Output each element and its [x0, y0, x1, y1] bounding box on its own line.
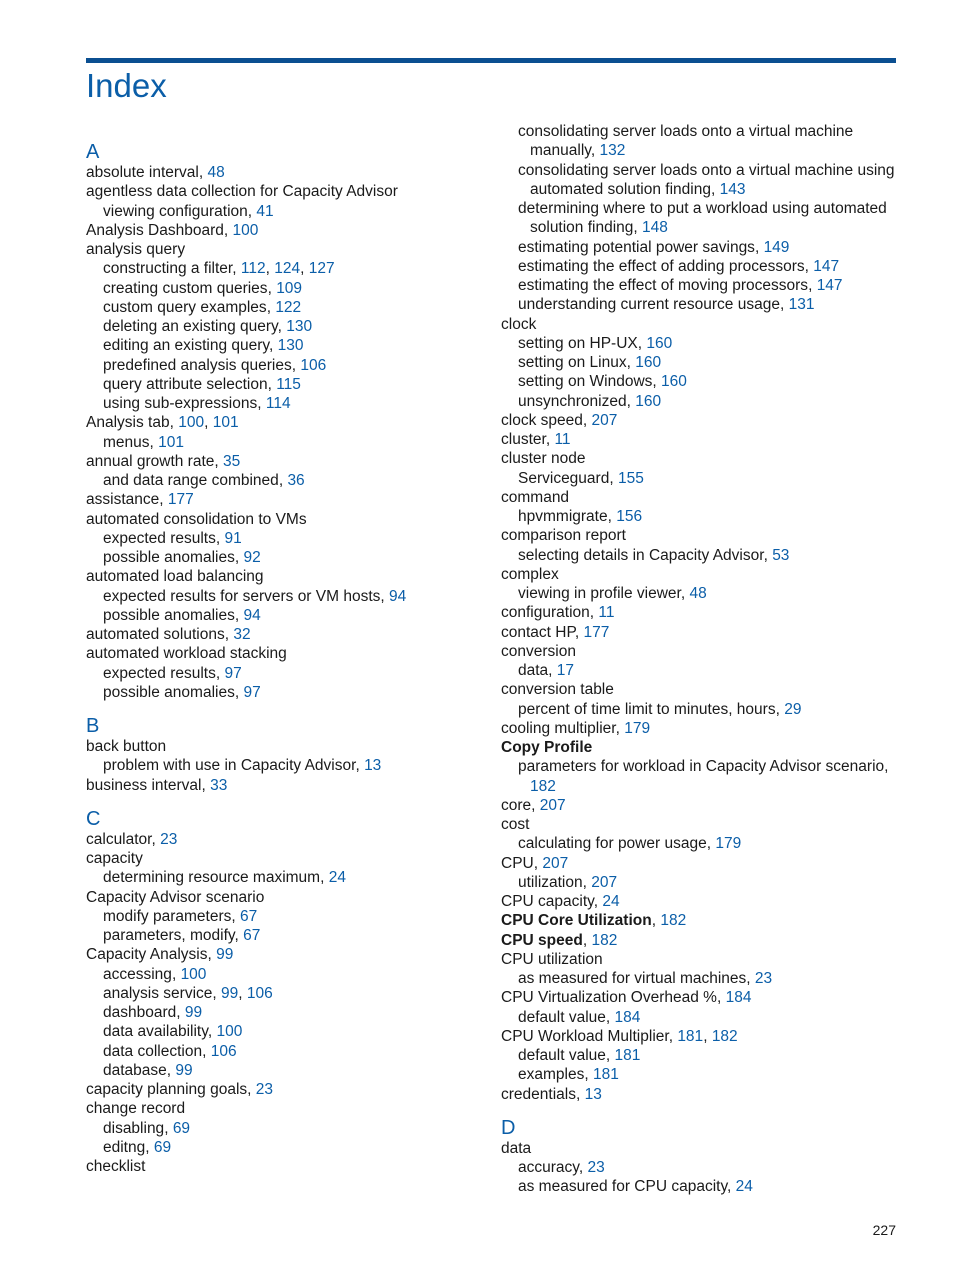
- index-term: understanding current resource usage: [518, 296, 780, 314]
- page-link[interactable]: 13: [364, 757, 382, 775]
- index-term: calculating for power usage: [518, 835, 707, 853]
- index-term: cooling multiplier: [501, 719, 616, 737]
- index-entry: core, 207: [501, 796, 566, 814]
- page-link[interactable]: 99: [175, 1061, 193, 1079]
- index-entry: [501, 642, 901, 661]
- index-term: clock: [501, 315, 537, 333]
- page-link[interactable]: 181: [677, 1027, 704, 1045]
- index-term: editng: [103, 1138, 146, 1156]
- index-term: CPU capacity: [501, 893, 594, 910]
- page-link[interactable]: 109: [276, 279, 303, 297]
- page-link[interactable]: 23: [754, 970, 773, 987]
- page-link[interactable]: 23: [255, 1081, 274, 1098]
- index-term: manually: [530, 142, 591, 160]
- index-subentry: modify parameters, 67: [103, 907, 258, 925]
- index-term: estimating the effect of moving processors: [518, 277, 809, 294]
- page-link[interactable]: 69: [153, 1138, 172, 1156]
- index-entry: contact HP, 177: [501, 623, 610, 641]
- index-entry: [86, 737, 486, 756]
- page-link[interactable]: 182: [591, 931, 618, 949]
- index-entry: credentials, 13: [501, 1085, 602, 1103]
- page-link[interactable]: 53: [772, 546, 790, 564]
- page-link[interactable]: 207: [542, 854, 569, 872]
- index-term: business interval: [86, 776, 202, 794]
- index-subentry: constructing a filter, 112, 124, 127: [103, 260, 335, 278]
- index-subentry: hpvmmigrate, 156: [518, 508, 643, 525]
- index-term: automated consolidation to VMs: [86, 510, 307, 528]
- index-entry: cluster, 11: [501, 431, 571, 448]
- index-subentry: and data range combined, 36: [103, 472, 305, 489]
- index-entry: absolute interval, 48: [86, 164, 225, 181]
- page-link[interactable]: 67: [239, 907, 258, 925]
- index-term: Analysis Dashboard: [86, 221, 224, 239]
- index-letter-heading: C: [86, 807, 101, 830]
- index-term: disabling: [103, 1119, 165, 1137]
- index-term: command: [501, 488, 570, 506]
- page-link[interactable]: 184: [725, 989, 752, 1007]
- index-entry: calculator, 23: [86, 830, 178, 848]
- index-term: expected results: [103, 529, 216, 547]
- page-link[interactable]: 177: [583, 623, 610, 641]
- index-term: clock speed: [501, 411, 583, 429]
- index-term: data availability: [103, 1023, 208, 1041]
- index-term: predefined analysis queries: [103, 356, 292, 374]
- index-subentry: creating custom queries, 109: [103, 279, 303, 297]
- index-term: assistance: [86, 491, 160, 509]
- index-subentry: editing an existing query, 130: [103, 337, 304, 355]
- index-subentry: accessing, 100: [103, 965, 207, 983]
- index-term: unsynchronized: [518, 392, 627, 410]
- index-entry: [501, 815, 901, 834]
- page-link[interactable]: 29: [784, 700, 802, 718]
- index-subentry: estimating the effect of moving processors, 147: [518, 277, 843, 294]
- index-term: percent of time limit to minutes, hours: [518, 700, 776, 718]
- index-entry: [86, 240, 486, 259]
- index-subentry: selecting details in Capacity Advisor, 53: [518, 546, 790, 564]
- index-term: selecting details in Capacity Advisor: [518, 546, 764, 564]
- page-link[interactable]: 23: [587, 1159, 605, 1176]
- index-subentry: setting on Linux, 160: [518, 354, 662, 371]
- index-subentry: unsynchronized, 160: [518, 392, 662, 410]
- index-term: determining resource maximum: [103, 869, 321, 887]
- index-term: viewing in profile viewer: [518, 585, 681, 602]
- index-term: consolidating server loads onto a virtual machine: [518, 123, 854, 140]
- index-entry: Analysis Dashboard, 100: [86, 221, 259, 239]
- index-term: constructing a filter: [103, 260, 233, 278]
- index-subentry: [501, 122, 901, 141]
- index-term: change record: [86, 1100, 186, 1118]
- index-subentry: estimating potential power savings, 149: [518, 238, 790, 256]
- index-term: automated solution finding: [530, 180, 711, 198]
- page-link[interactable]: 130: [286, 318, 313, 335]
- index-subentry: data, 17: [518, 662, 575, 679]
- index-term: estimating potential power savings: [518, 238, 755, 256]
- page-link[interactable]: 11: [554, 431, 571, 448]
- page-link[interactable]: 207: [539, 796, 566, 814]
- index-term: examples: [518, 1066, 585, 1084]
- index-subentry: custom query examples, 122: [103, 298, 302, 316]
- index-entry: [86, 567, 486, 586]
- page-link[interactable]: 41: [256, 202, 274, 220]
- index-term: data: [501, 1139, 532, 1157]
- page-link[interactable]: 182: [530, 777, 556, 795]
- page-link[interactable]: 48: [689, 585, 707, 602]
- index-term: dashboard: [103, 1004, 177, 1021]
- index-term: expected results for servers or VM hosts: [103, 587, 381, 605]
- page-link[interactable]: 24: [602, 893, 620, 910]
- index-term: agentless data collection for Capacity Advisor: [86, 183, 398, 201]
- index-entry: CPU speed, 182: [501, 931, 618, 949]
- page-link[interactable]: 114: [265, 395, 291, 412]
- index-term: conversion table: [501, 681, 614, 699]
- page-link[interactable]: 177: [167, 491, 194, 509]
- index-entry: CPU capacity, 24: [501, 893, 620, 910]
- index-term: Serviceguard: [518, 469, 610, 487]
- index-term: setting on HP-UX: [518, 334, 638, 352]
- index-entry: [86, 1157, 486, 1176]
- index-subentry: predefined analysis queries, 106: [103, 356, 327, 374]
- index-term: setting on Windows: [518, 373, 653, 391]
- page-link[interactable]: 97: [243, 683, 261, 701]
- index-subentry: setting on Windows, 160: [518, 373, 687, 391]
- page-link[interactable]: 207: [591, 873, 618, 891]
- index-entry: clock speed, 207: [501, 411, 618, 429]
- index-term: automated load balancing: [86, 568, 264, 586]
- index-term: problem with use in Capacity Advisor: [103, 757, 356, 775]
- index-term: CPU Workload Multiplier: [501, 1027, 669, 1045]
- index-term: and data range combined: [103, 472, 279, 489]
- index-term: checklist: [86, 1158, 146, 1175]
- index-subentry: accuracy, 23: [518, 1159, 605, 1176]
- index-subentry: dashboard, 99: [103, 1004, 203, 1021]
- index-term: modify parameters: [103, 907, 232, 925]
- index-term: estimating the effect of adding processors: [518, 257, 805, 275]
- index-term: default value: [518, 1047, 606, 1064]
- index-term: conversion: [501, 642, 576, 660]
- page-link[interactable]: 127: [308, 260, 335, 278]
- index-entry: [501, 488, 901, 507]
- page-link[interactable]: 100: [216, 1023, 243, 1041]
- index-subentry: query attribute selection, 115: [103, 375, 301, 393]
- index-entry: CPU Virtualization Overhead %, 184: [501, 989, 752, 1007]
- index-term: cluster node: [501, 450, 586, 468]
- index-subentry: parameters for workload in Capacity Advisor scenario,: [518, 758, 889, 776]
- page-link[interactable]: 182: [660, 912, 687, 930]
- page-link[interactable]: 207: [591, 411, 618, 429]
- index-subentry: expected results for servers or VM hosts, 94: [103, 587, 407, 605]
- index-term: determining where to put a workload using automated: [518, 200, 887, 217]
- index-term: Capacity Advisor scenario: [86, 888, 265, 906]
- page-link[interactable]: 91: [224, 529, 242, 547]
- index-term: configuration: [501, 604, 590, 622]
- index-entry: [501, 738, 901, 757]
- index-subentry: possible anomalies, 97: [103, 683, 261, 701]
- index-entry-continuation: [501, 777, 901, 796]
- page-link[interactable]: 160: [635, 392, 662, 410]
- page-link[interactable]: 147: [816, 277, 843, 294]
- index-subentry: default value, 184: [518, 1008, 641, 1026]
- index-term: setting on Linux: [518, 354, 627, 371]
- index-term: capacity planning goals: [86, 1081, 248, 1098]
- index-term: consolidating server loads onto a virtual machine using: [518, 161, 895, 179]
- index-entry-continuation: automated solution finding, 143: [530, 180, 746, 198]
- header-rule: [86, 58, 896, 63]
- index-term: calculator: [86, 830, 152, 848]
- index-subentry: utilization, 207: [518, 873, 618, 891]
- page-link[interactable]: 69: [172, 1119, 191, 1137]
- index-term: utilization: [518, 873, 583, 891]
- page-link[interactable]: 100: [232, 221, 259, 239]
- page-link[interactable]: 156: [616, 508, 643, 525]
- index-term: parameters for workload in Capacity Advisor scenario: [518, 758, 885, 776]
- index-term: complex: [501, 565, 559, 583]
- index-entry: Capacity Analysis, 99: [86, 946, 234, 964]
- index-subentry: estimating the effect of adding processors, 147: [518, 257, 840, 275]
- index-term: custom query examples: [103, 298, 267, 316]
- index-column-left: [86, 122, 486, 1176]
- index-subentry: Serviceguard, 155: [518, 469, 644, 487]
- page-number: 227: [872, 1222, 896, 1238]
- page-link[interactable]: 106: [300, 356, 327, 374]
- page-link[interactable]: 99: [216, 946, 234, 964]
- index-term: analysis query: [86, 241, 186, 258]
- page-link[interactable]: 100: [180, 965, 207, 983]
- index-term: deleting an existing query: [103, 318, 278, 335]
- index-subentry: setting on HP-UX, 160: [518, 334, 673, 352]
- page-link[interactable]: 24: [328, 869, 346, 887]
- page-link[interactable]: 160: [635, 354, 662, 371]
- index-term: capacity: [86, 850, 143, 867]
- index-term: core: [501, 796, 532, 814]
- index-term: using sub-expressions: [103, 395, 258, 412]
- page-link[interactable]: 147: [813, 257, 840, 275]
- page-link[interactable]: 17: [556, 662, 575, 679]
- page-link[interactable]: 132: [599, 142, 626, 160]
- index-entry: [86, 182, 486, 201]
- index-term: expected results: [103, 664, 216, 682]
- index-term: data collection: [103, 1042, 203, 1060]
- index-entry: assistance, 177: [86, 491, 194, 509]
- index-entry: [501, 680, 901, 699]
- index-subentry: analysis service, 99, 106: [103, 984, 273, 1002]
- index-term: CPU speed: [501, 931, 583, 949]
- page-link[interactable]: 100: [178, 414, 205, 432]
- index-subentry: as measured for CPU capacity, 24: [518, 1178, 753, 1196]
- page-link[interactable]: 94: [389, 587, 407, 605]
- index-entry: CPU Core Utilization, 182: [501, 912, 687, 930]
- index-entry: [86, 888, 486, 907]
- index-subentry: as measured for virtual machines, 23: [518, 970, 773, 987]
- page-link[interactable]: 94: [243, 606, 261, 624]
- index-entry: [501, 1139, 901, 1158]
- index-subentry: calculating for power usage, 179: [518, 835, 742, 853]
- index-term: analysis service: [103, 984, 213, 1002]
- index-subentry: viewing configuration, 41: [103, 202, 274, 220]
- index-term: credentials: [501, 1085, 576, 1103]
- index-term: as measured for CPU capacity: [518, 1178, 728, 1196]
- index-subentry: understanding current resource usage, 131: [518, 296, 815, 314]
- page-link[interactable]: 149: [763, 238, 790, 256]
- index-entry: [86, 849, 486, 868]
- index-term: automated solutions: [86, 626, 225, 643]
- index-subentry: disabling, 69: [103, 1119, 191, 1137]
- index-term: database: [103, 1061, 167, 1079]
- page-link[interactable]: 32: [233, 626, 251, 643]
- index-term: Analysis tab: [86, 414, 170, 432]
- index-entry: CPU Workload Multiplier, 181, 182: [501, 1027, 738, 1045]
- index-entry: Analysis tab, 100, 101: [86, 414, 239, 432]
- page-link[interactable]: 143: [719, 180, 746, 198]
- index-entry: [501, 449, 901, 468]
- page-link[interactable]: 101: [158, 433, 185, 451]
- index-entry-continuation: manually, 132: [530, 142, 626, 160]
- index-entry: [86, 644, 486, 663]
- index-term: cost: [501, 816, 530, 833]
- index-subentry: editng, 69: [103, 1138, 172, 1156]
- index-term: default value: [518, 1008, 606, 1026]
- index-subentry: possible anomalies, 92: [103, 549, 261, 566]
- page-link[interactable]: 13: [584, 1085, 602, 1103]
- page-link[interactable]: 184: [614, 1008, 641, 1026]
- index-entry: [501, 526, 901, 545]
- index-subentry: parameters, modify, 67: [103, 927, 261, 944]
- index-entry: cooling multiplier, 179: [501, 719, 651, 737]
- index-subentry: data collection, 106: [103, 1042, 237, 1060]
- index-entry: [501, 315, 901, 334]
- page-link[interactable]: 124: [274, 260, 301, 278]
- index-term: accuracy: [518, 1159, 579, 1176]
- page-link[interactable]: 11: [598, 604, 615, 622]
- index-term: automated workload stacking: [86, 645, 287, 663]
- index-term: creating custom queries: [103, 279, 268, 297]
- page-link[interactable]: 155: [617, 469, 644, 487]
- page-link[interactable]: 131: [788, 296, 815, 314]
- index-letter-heading: A: [86, 141, 100, 163]
- index-term: comparison report: [501, 527, 626, 545]
- index-letter-heading: B: [86, 715, 100, 737]
- index-term: viewing configuration: [103, 202, 248, 220]
- page-link[interactable]: 148: [642, 219, 668, 237]
- page-link[interactable]: 130: [277, 337, 304, 355]
- page-link[interactable]: 115: [276, 375, 301, 393]
- index-subentry: examples, 181: [518, 1066, 619, 1084]
- index-entry: [86, 1099, 486, 1118]
- index-term: query attribute selection: [103, 375, 268, 393]
- index-subentry: determining resource maximum, 24: [103, 869, 346, 887]
- page-link[interactable]: 182: [711, 1027, 738, 1045]
- index-column-right: [501, 122, 901, 1197]
- index-entry: [501, 950, 901, 969]
- index-term: possible anomalies: [103, 549, 235, 566]
- index-term: as measured for virtual machines: [518, 970, 747, 987]
- page-link[interactable]: 122: [275, 298, 302, 316]
- page-link[interactable]: 160: [661, 373, 687, 391]
- index-subentry: menus, 101: [103, 433, 185, 451]
- index-subentry: possible anomalies, 94: [103, 606, 261, 624]
- index-letter-heading: D: [501, 1116, 516, 1139]
- index-term: menus: [103, 433, 150, 451]
- index-term: data: [518, 662, 549, 679]
- index-term: CPU Virtualization Overhead %: [501, 989, 717, 1007]
- index-subentry: using sub-expressions, 114: [103, 395, 291, 412]
- page-link[interactable]: 106: [246, 984, 273, 1002]
- index-term: possible anomalies: [103, 683, 235, 701]
- index-term: absolute interval: [86, 164, 199, 181]
- index-subentry: [501, 199, 901, 218]
- index-term: cluster: [501, 431, 546, 448]
- index-term: Copy Profile: [501, 739, 593, 756]
- index-term: parameters, modify: [103, 927, 235, 944]
- index-entry: CPU, 207: [501, 854, 569, 872]
- index-subentry: expected results, 97: [103, 664, 242, 682]
- page-link[interactable]: 36: [287, 472, 305, 489]
- page-link[interactable]: 99: [221, 984, 239, 1002]
- index-subentry: deleting an existing query, 130: [103, 318, 313, 335]
- index-term: CPU: [501, 854, 534, 872]
- index-subentry: database, 99: [103, 1061, 193, 1079]
- page-link[interactable]: 67: [243, 927, 261, 944]
- index-term: back button: [86, 738, 167, 755]
- index-subentry: viewing in profile viewer, 48: [518, 585, 707, 602]
- page-link[interactable]: 160: [646, 334, 673, 352]
- index-term: hpvmmigrate: [518, 508, 608, 525]
- index-entry: annual growth rate, 35: [86, 452, 241, 470]
- page-link[interactable]: 35: [223, 452, 241, 470]
- index-entry: configuration, 11: [501, 604, 615, 622]
- page-link[interactable]: 106: [210, 1042, 237, 1060]
- index-term: accessing: [103, 965, 172, 983]
- index-entry: [501, 565, 901, 584]
- index-term: contact HP: [501, 623, 575, 641]
- page-link[interactable]: 179: [624, 719, 651, 737]
- page-link[interactable]: 181: [614, 1047, 641, 1064]
- page-link[interactable]: 92: [243, 549, 261, 566]
- index-entry: automated solutions, 32: [86, 626, 251, 643]
- index-subentry: expected results, 91: [103, 529, 242, 547]
- page-link[interactable]: 48: [207, 164, 225, 181]
- page-link[interactable]: 24: [735, 1178, 753, 1196]
- index-subentry: [501, 161, 901, 180]
- index-term: annual growth rate: [86, 452, 215, 470]
- index-subentry: problem with use in Capacity Advisor, 13: [103, 757, 382, 775]
- index-entry: business interval, 33: [86, 776, 228, 794]
- index-entry-continuation: solution finding, 148: [530, 219, 668, 237]
- page-link[interactable]: 99: [184, 1004, 203, 1021]
- page-link[interactable]: 112: [240, 260, 266, 278]
- index-term: possible anomalies: [103, 606, 235, 624]
- index-entry: [86, 510, 486, 529]
- index-subentry: data availability, 100: [103, 1023, 243, 1041]
- index-term: CPU Core Utilization: [501, 912, 652, 930]
- index-term: solution finding: [530, 219, 634, 237]
- page-link[interactable]: 97: [224, 664, 242, 682]
- page-link[interactable]: 101: [212, 414, 239, 432]
- index-term: CPU utilization: [501, 950, 603, 968]
- page-link[interactable]: 179: [715, 835, 742, 853]
- index-entry: capacity planning goals, 23: [86, 1081, 274, 1098]
- page-link[interactable]: 181: [592, 1066, 619, 1084]
- index-subentry: percent of time limit to minutes, hours, 29: [518, 700, 802, 718]
- index-term: editing an existing query: [103, 337, 270, 355]
- page-title: Index: [86, 67, 167, 104]
- index-term: Capacity Analysis: [86, 946, 208, 964]
- index-subentry: default value, 181: [518, 1047, 641, 1064]
- page-link[interactable]: 33: [210, 776, 228, 794]
- page-link[interactable]: 23: [160, 830, 178, 848]
